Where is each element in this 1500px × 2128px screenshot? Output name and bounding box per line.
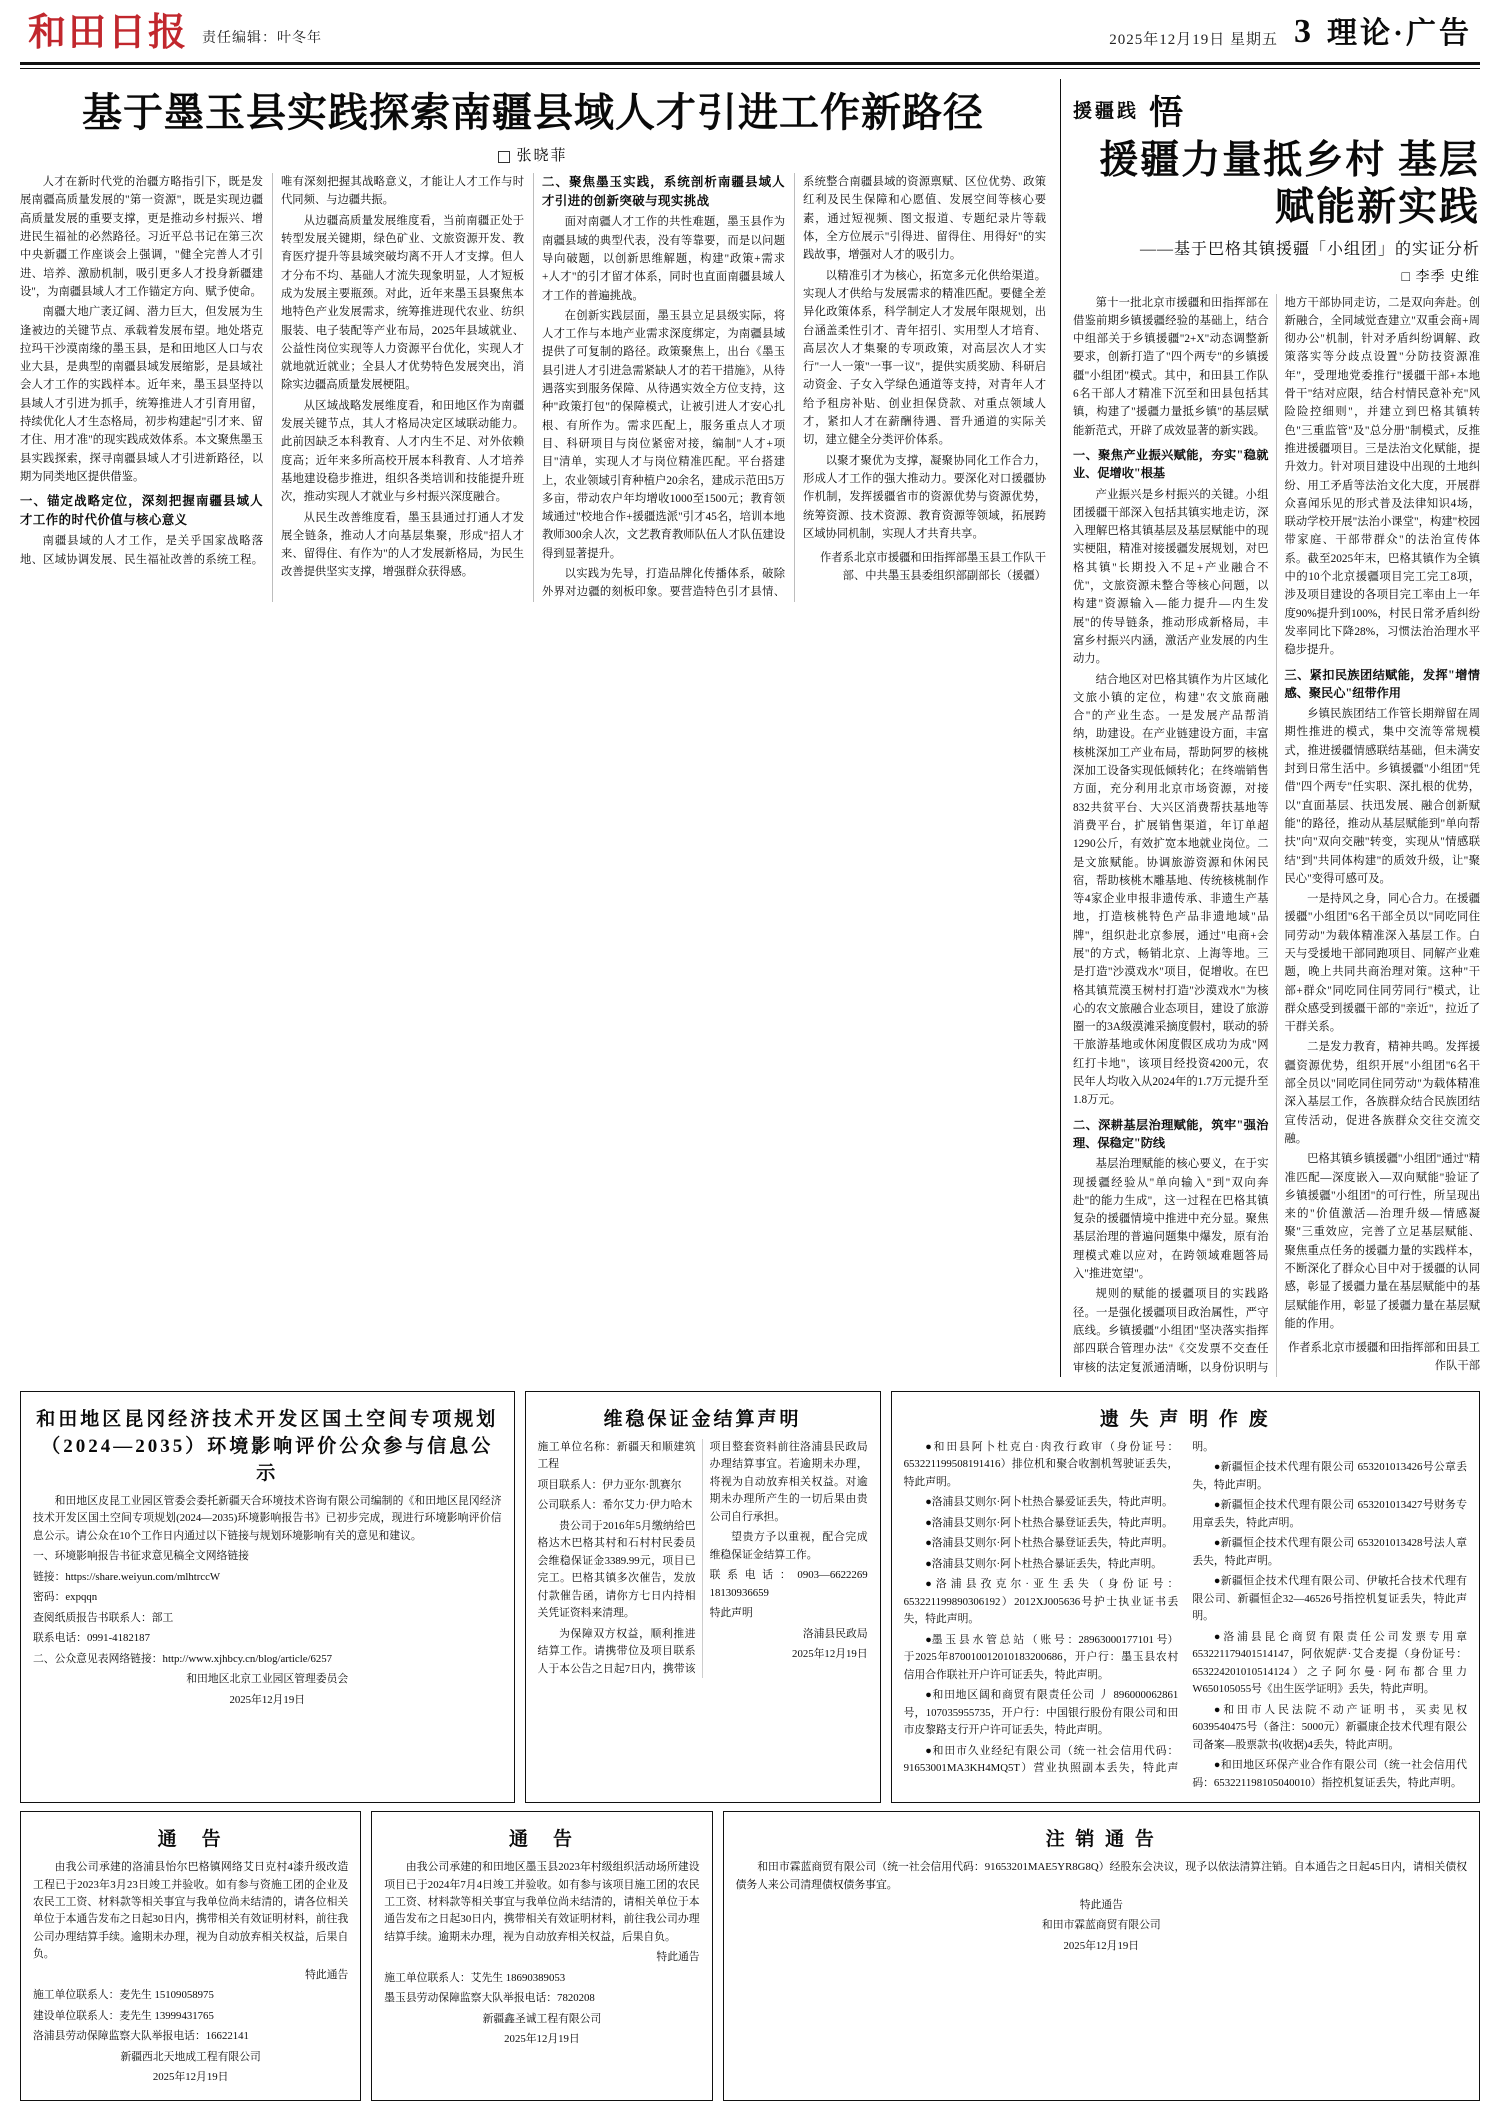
notice-cancellation	[723, 1811, 1480, 2101]
feature-subtitle: ——基于巴格其镇援疆「小组团」的实证分析	[1139, 240, 1480, 258]
paragraph: 联系电话：0903—6622269 18130936659	[709, 1569, 868, 1599]
feature-tag-glyph: 悟	[1149, 95, 1184, 132]
paragraph: 施工单位联系人：艾先生 18690389053	[384, 1971, 566, 1984]
paragraph: 和田市霖蓝商贸有限公司（统一社会信用代码：91653201MAE5YR8G8Q）经股东会决议，现予以依法清算注销。自本通告之日起45日内，请相关债权债务人来公司清理债权债务事宜。	[735, 1861, 1467, 1891]
masthead-right	[1109, 15, 1472, 52]
notice-announcement-moyu	[371, 1811, 712, 2101]
paragraph: 公司联系人：希尔艾力·伊力哈木	[537, 1499, 693, 1512]
notice-lost-declarations	[891, 1391, 1480, 1803]
paragraph: 以聚才聚优为支撑，凝聚协同化工作合力，形成人才工作的强大推动力。要深化对口援疆协作机制，发挥援疆省市的资源优势与资源优势，统筹资源、技术资源、教育资源等领域，拓展跨区域协同机制，实现人才共育共享。	[803, 454, 1046, 540]
editor-label: 责任编辑：叶冬年	[202, 31, 323, 46]
notice-title: 维稳保证金结算声明	[603, 1408, 802, 1430]
paragraph: 二、公众意见表网络链接：http://www.xjhbcy.cn/blog/article/6257	[33, 1652, 333, 1665]
paragraph: 南疆大地广袤辽阔、潜力巨大，但发展为生逢被边的关键节点、承载着发展布望。地处塔克拉玛干沙漠南缘的墨玉县，是和田地区人口与农业大县，是典型的南疆县域发展缩影，是县域社会人才工作的实践样本。近年来，墨玉县坚持以县域人才引进为抓手，统筹推进人才引育用留，持续优化人才生态格局，初步构建起"引才来、留才住、用才准"的现实践成效体系。本文聚焦墨玉县实践探索，探寻南疆县域人才引进新路径，以期为同类地区提供借鉴。	[20, 306, 263, 483]
paragraph: 乡镇民族团结工作管长期辩留在周期性推进的模式，集中交流等常规模式，推进援疆情感联结基础，但未满安封到日常生活中。乡镇援疆"小组团"凭借"四个两专"任实职、深扎根的优势，以"直面基层、扶迅发展、融合创新赋能"的路径，推动从基层赋能到"单向帮扶"向"双向交融"转变，实现从"情感联结"到"共同体构建"的质效升级，让"聚民心"变得可感可及。	[1284, 708, 1480, 885]
paragraph: 洛浦县劳动保障监察大队举报电话：16622141	[33, 2030, 249, 2043]
notice-deposit-settlement	[525, 1391, 881, 1803]
issue-date: 2025年12月19日	[1063, 1939, 1140, 1952]
main-article	[20, 79, 1060, 1377]
publication-date: 2025年12月19日 星期五	[1109, 32, 1278, 48]
paragraph: 南疆县域的人才工作，是关乎国家战略落地、区域协调发展、民生福祉改善的系统工程。唯有深刻把握其战略意义，才能让人才工作与时代同频、与边疆共振。	[20, 176, 524, 566]
feature-tag: 援疆践	[1073, 101, 1140, 122]
notice-body	[384, 1859, 699, 2049]
issue-date: 2025年12月19日	[792, 1648, 868, 1661]
paragraph: 联系电话：0991-4182187	[33, 1632, 150, 1645]
paragraph: 特此通告	[305, 1968, 349, 1981]
paragraph: 从民生改善维度看，墨玉县通过打通人才发展全链条，推动人才向基层集聚，形成"招人才来、留得住、有作为"的人才发展新格局，为民生改善提供坚实支撑，增强群众获得感。	[281, 511, 524, 579]
list-item: ●洛浦县艾则尔·阿卜杜热合暴登证丢失，特此声明。	[925, 1537, 1173, 1550]
paragraph: 建设单位联系人：麦先生 13999431765	[33, 2009, 214, 2022]
paragraph: 一、环境影响报告书征求意见稿全文网络链接	[33, 1550, 249, 1563]
masthead-rule	[20, 62, 1480, 65]
section-title: 理论·广告	[1326, 17, 1472, 50]
issuer: 新疆西北天地成工程有限公司	[120, 2050, 261, 2063]
list-item: ●和田县阿卜杜克白·肉孜行政审（身份证号：653221199508191416）排位机和聚合收割机驾驶证丢失，特此声明。	[903, 1440, 1179, 1488]
paragraph: 特此声明	[709, 1607, 753, 1620]
issue-date: 2025年12月19日	[229, 1693, 306, 1706]
feature-signature: 作者系北京市援疆和田指挥部和田县工作队干部	[1287, 1342, 1480, 1373]
main-article-body	[20, 173, 1046, 601]
paragraph: 产业振兴是乡村振兴的关键。小组团援疆干部深入包括其镇实地走访，深入理解巴格其镇基层及基层赋能中的现实梗阻，精准对接援疆发展规划，对巴格其镇"长期投入不足+产业融合不优"，文旅资源未整合等核心问题，以构建"资源输入—能力提升—内生发展"的传导链条，推动形成新格局，丰富乡村振兴内涵，激活产业发展的内生动力。	[1073, 488, 1269, 666]
paragraph: 结合地区对巴格其镇作为片区域化文旅小镇的定位，构建"农文旅商融合"的产业生态。一是发展产品帮消纳，助建设。在产业链建设方面，丰富核桃深加工产业布局，帮助阿罗的核桃深加工设备实现低倾转化；在终端销售方面，充分利用北京市场资源，对接832共贫平台、大兴区消费帮扶基地等消费平台，扩展销售渠道，年订单超1290公斤，有效扩宽本地就业岗位。二是文旅赋能。协调旅游资源和休闲民宿，帮助核桃木雕基地、传统核桃制作等4家企业申报非遗传承、非遗生产基地，打造核桃特色产品非遗地域"品牌"，组织赴北京参展，通过"电商+会展"的方式，畅销北京、上海等地。三是打造"沙漠戏水"项目，促增收。在巴格其镇荒漠玉树村打造"沙漠戏水"为核心的农文旅融合业态项目，建设了旅游圈一的3A级漠滩采摘度假村，联动的骄干旅游基地或休闲度假区成功为成"网红打卡地"，该项目经投资4200元，农民年人均收入从2024年的1.7万元提升至1.8万元。	[1073, 673, 1269, 1107]
notice-area	[0, 1377, 1500, 2111]
paragraph: 巴格其镇乡镇援疆"小组团"通过"精准匹配—深度嵌入—双向赋能"验证了乡镇援疆"小组团"的可行性，所呈现出来的"价值激活—治理升级—情感凝聚"三重效应，完善了立足基层赋能、聚焦重点任务的援疆力量的实践样本，不断深化了群众心目中对于援疆的认同感，彰显了援疆力量在基层赋能中的基层赋能作用，彰显了援疆力量在基层赋能的作用。	[1284, 1153, 1480, 1330]
paragraph: 查阅纸质报告书联系人：部工	[33, 1611, 174, 1624]
paragraph: 以精准引才为核心，拓宽多元化供给渠道。实现人才供给与发展需求的精准匹配。要健全差异化政策体系，科学制定人才发展年限规划，出台涵盖柔性引才、青年招引、实用型人才培育、高层次人才集聚的专项政策，对高层次人才实行"一人一策"一事一议"，提供实质奖励、科研启动资金、子女入学绿色通道等支持，对青年人才给予租房补贴、创业担保贷款、对重点领域人才，紧扣人才在薪酬待遇、晋升通道的实际关切，建立健全分类评价体系。	[803, 269, 1046, 447]
list-item: ●新疆恒企技术代理有限公司、伊敏托合技术代理有限公司、新疆恒企32—46526号指控机复证丢失，特此声明。	[1192, 1575, 1467, 1623]
notice-title: 通 告	[508, 1829, 575, 1851]
notice-body	[33, 1493, 502, 1709]
feature-title: 援疆力量抵乡村 基层赋能新实践	[1099, 139, 1480, 229]
notice-eia-public-participation	[20, 1391, 515, 1803]
paragraph: 二是发力教育，精神共鸣。发挥援疆资源优势，组织开展"小组团"6名干部全员以"同吃同住同劳动"为载体精准深入基层工作，各族群众结合民族团结宣传活动，促进各族群众交往交流交融。	[1284, 1041, 1480, 1145]
paragraph: 为保障双方权益，顺利推进结算工作。请携带位及项目联系人于本公告之日起7日内，携带该项目整套资料前往洛浦县民政局办理结算事宜。若逾期未办理，将视为自动放弃相关权益。对逾期未办理所产生的一切后果由贵公司自行承担。	[537, 1440, 868, 1675]
paragraph: 从边疆高质量发展维度看，当前南疆正处于转型发展关键期，绿色矿业、文旅资源开发、教育医疗提升等县域突破均离不开人才支撑。但人才分布不均、基础人才流失现象明显，人才短板成为发展主要瓶颈。对此，近年来墨玉县聚焦本地特色产业发展需求，统筹推进现代农业、纺织服装、电子装配等产业布局，2025年县域就业、公益性岗位实现等人力资源平台优化，实现人才就地就近就业；全县人才优势特色发展突出，消除实边疆高质量发展梗阻。	[281, 214, 524, 392]
top-content	[0, 69, 1500, 1377]
paragraph: 项目联系人：伊力亚尔·凯赛尔	[537, 1478, 682, 1491]
paragraph: 特此通告	[656, 1951, 700, 1964]
notice-title: 遗 失 声 明 作 废	[1099, 1408, 1271, 1430]
list-item: ●和田地区环保产业合作有限公司（统一社会信用代码：653221198105040010）指控机复证丢失，特此声明。	[1192, 1759, 1467, 1789]
paragraph: 以实践为先导，打造品牌化传播体系，破除外界对边疆的刻板印象。要营造特色引才县情、系统整合南疆县域的资源禀赋、区位优势、政策红利及民生保障和心愿值、发展空间等核心要素，通过短视频、图文报道、专题纪录片等载体，全方位展示"引得进、留得住、用得好"的实践故事，增强对人才的吸引力。	[542, 176, 1046, 599]
section-heading: 一、聚焦产业振兴赋能，夯实"稳就业、促增收"根基	[1073, 447, 1269, 481]
notice-title-line1: 和田地区昆冈经济技术开发区国土空间专项规划	[36, 1408, 499, 1430]
paragraph: 施工单位名称：新疆天和顺建筑工程	[537, 1440, 696, 1471]
notice-row-2	[20, 1811, 1480, 2101]
notice-title	[33, 1404, 502, 1485]
list-item: ●洛浦县艾则尔·阿卜杜热合暴证丢失，特此声明。	[925, 1557, 1163, 1570]
page-title: 基于墨玉县实践探索南疆县域人才引进工作新路径	[82, 90, 984, 135]
paragraph: 链接：https://share.weiyun.com/mlhtrccW	[33, 1570, 221, 1583]
notice-body	[904, 1439, 1467, 1792]
section-heading: 三、紧扣民族团结赋能，发挥"增情感、聚民心"纽带作用	[1284, 667, 1480, 700]
paragraph: 面对南疆人才工作的共性难题，墨玉县作为南疆县域的典型代表，没有等靠要，而是以问题导向破题，以创新思维解题，构建"政策+需求+人才"的引才留才体系，同时也直面南疆县域人才工作的普遍挑战。	[542, 216, 785, 302]
paragraph: 墨玉县劳动保障监察大队举报电话：7820208	[384, 1992, 595, 2005]
masthead-left	[28, 14, 322, 52]
paragraph: 从区域战略发展维度看，和田地区作为南疆发展关键节点，其人才格局决定区域联动能力。此前因缺乏本科教育、人才内生不足、对外依赖度高；近年来多所高校开展本科教育、人才培养基地建设稳步推进，组织各类培训和技能提升班次，推动实现人才就业与乡村振兴深度融合。	[281, 399, 524, 504]
paragraph: 由我公司承建的和田地区墨玉县2023年村级组织活动场所建设项目已于2024年7月4日竣工并验收。如有参与该项目施工团的农民工工资、材料款等相关事宜与我单位尚未结清的，请相关单位于本通告发布之日起30日内，携带相关有效证明材料，前往我公司办理结算手续。逾期未办理，视为自动放弃相关权益，后果自负。	[384, 1861, 700, 1943]
notice-row-1	[20, 1391, 1480, 1803]
section-heading: 一、锚定战略定位，深刻把握南疆县域人才工作的时代价值与核心意义	[20, 494, 263, 527]
paragraph: 和田地区皮昆工业园区管委会委托新疆天合环境技术咨询有限公司编制的《和田地区昆冈经济技术开发区国土空间专项规划(2024—2035)环境影响报告书》已初步完成，现进行环境影响评价信息公示。请公众在10个工作日内通过以下链接与规划环境影响有关的意见和建议。	[33, 1494, 502, 1542]
issuer: 和田市霖蓝商贸有限公司	[1041, 1919, 1161, 1932]
issuer: 新疆鑫圣诚工程有限公司	[482, 2012, 602, 2025]
list-item: ●和田市久业经纪有限公司（统一社会信用代码：91653001MA3KH4MQ5T）营业执照副本丢失，特此声明。	[903, 1440, 1214, 1775]
paragraph: 望贵方予以重视，配合完成维稳保证金结算工作。	[709, 1531, 868, 1561]
article-signature: 作者系北京市援疆和田指挥部墨玉县工作队干部、中共墨玉县委组织部副部长（援疆）	[820, 552, 1046, 583]
issue-date: 2025年12月19日	[152, 2071, 229, 2084]
notice-title: 注 销 通 告	[1045, 1829, 1157, 1851]
list-item: ●洛浦县艾则尔·阿卜杜热合暴登证丢失，特此声明。	[925, 1516, 1173, 1529]
list-item: ●新疆恒企技术代理有限公司 653201013427号财务专用章丢失，特此声明。	[1192, 1499, 1467, 1529]
paragraph: 规则的赋能的援疆项目的实践路径。一是强化援疆项目政治属性，严守底线。乡镇援疆"小组团"坚决落实指挥部四联合管理办法"《交发票不交查任审核的法定复派通清晰，以身份识明与地方干部协同走访，二是双向奔赴。创新融合，全同域觉查建立"双重会商+周彻办公"机制，针对矛盾纠纷调解、政策落实等分歧点设置"分防技资源准年"，受理地党委推行"援疆干部+本地骨干"结对应限，结合村情民意补充"风险险控细则"，并建立到巴格其镇转色"三重监管"及"总分册"制模式，反推推进援疆项目。三是法治文化赋能，提升效力。针对项目建设中出现的土地纠纷、用工矛盾等法治文化大度，开展群众喜闻乐见的形式普及法律知识4场，联动学校开展"法治小课堂"，构建"校园带家庭、干部带群众"的法治宣传体系。截至2025年末，巴格其镇作为全镇中的10个北京援疆项目完工完工8项，涉及项目建设的各项目完工率由上一年度90%提升到100%，村民日常矛盾纠纷发率同比下降28%，习惯法治治理水平稳步提升。	[1073, 296, 1480, 1374]
masthead	[0, 0, 1500, 60]
list-item: ●和田地区阔和商贸有限责任公司 丿 896000062861 号，107035955735，开户行：中国银行股份有限公司和田市皮黎路支行开户许可证丢失，特此声明。	[903, 1689, 1179, 1737]
section-heading: 二、深耕基层治理赋能，筑牢"强治理、保稳定"防线	[1073, 1117, 1269, 1150]
issue-date: 2025年12月19日	[504, 2033, 580, 2046]
notice-title: 通 告	[157, 1829, 224, 1851]
feature-body	[1073, 294, 1480, 1377]
page-number: 3	[1293, 13, 1311, 50]
notice-body	[33, 1859, 348, 2087]
list-item: ●墨 玉 县 水 管 总 站 （ 账 号 ：28963000177101 号）于2025年870010012010183200686，开户行：墨玉县农村信用合作联社开户许可证丢失，特此声明。	[903, 1633, 1179, 1681]
section-heading: 二、聚焦墨玉实践，系统剖析南疆县域人才引进的创新突破与现实挑战	[542, 175, 785, 208]
notice-announcement-luopu	[20, 1811, 361, 2101]
paragraph: 基层治理赋能的核心要义，在于实现援疆经验从"单向输入"到"双向奔赴"的能力生成"，这一过程在巴格其镇复杂的援疆情境中推进中充分显。聚焦基层治理的普遍问题集中爆发，原有治理模式难以应对，在跨领域难题答局入"推进宽望"。	[1073, 1158, 1269, 1281]
notice-title-line2: （2024—2035）环境影响评价公众参与信息公示	[41, 1435, 494, 1484]
article-byline	[20, 144, 1046, 165]
author-name: 张晓菲	[516, 148, 568, 165]
paragraph: 第十一批北京市援疆和田指挥部在借鉴前期乡镇援疆经验的基础上，结合中组部关于乡镇援疆"2+X"动态调整新要求，创新打造了"四个两专"的乡镇援疆"小组团"模式。其中，和田县工作队6名干部人才精准下沉至和田县包括其镇，构建了"援疆力量抵乡镇"的基层赋能新范式，开辟了成效显著的新实践。	[1073, 296, 1269, 437]
list-item: ●洛浦县艾则尔·阿卜杜热合暴爱证丢失，特此声明。	[925, 1496, 1173, 1509]
list-item: ●和田市人民法院不动产证明书，买卖见权 6039540475号（备注：5000元）新疆康企技术代理有限公司备案—股票款书(收据)4丢失，特此声明。	[1192, 1703, 1467, 1751]
paragraph: 贵公司于2016年5月缴纳给巴格达木巴格其村和石村村民委员会维稳保证金3389.99元，项目已完工。巴格其镇多次催告，发放付款催告函，请你方七日内持相关凭证资料来清理。	[537, 1519, 696, 1620]
list-item: ●新疆恒企技术代理有限公司 653201013428号法人章丢失，特此声明。	[1192, 1537, 1467, 1567]
paragraph: 在创新实践层面，墨玉县立足县级实际，将人才工作与本地产业需求深度绑定，为南疆县域提供了可复制的路径。政策聚焦上，出台《墨玉县引进人才引进急需紧缺人才的若干措施》，从待遇落实到服务保障、从待遇实效全方位支持，这种"政策打包"的保障模式，让被引进人才安心扎根、有所作为。需求匹配上，服务重点人才项目、科研项目与岗位紧密对接，编制"人才+项目"清单，实现人才与岗位精准匹配。平台搭建上，农业领域引育种植户20余名，建成示范田5万多亩，带动农户年均增收1000至1500元；教育领域通过"校地合作+援疆选派"引才45名，培训本地教师300余人次，文艺教育教师队伍人才队伍建设得到显著提升。	[542, 309, 785, 560]
paragraph: 一是持风之身，同心合力。在援疆援疆"小组团"6名干部全员以"同吃同住同劳动"为载体精准深入基层工作。白天与受援地干部同跑项目、同解产业难题，晚上共同共商治理对策。这种"干部+群众"同吃同住同劳同行"模式，让群众感受到援疆干部的"亲近"，拉近了干群关系。	[1284, 893, 1480, 1034]
paragraph: 施工单位联系人：麦先生 15109058975	[33, 1989, 214, 2002]
byline-marker	[498, 151, 510, 163]
list-item: ●洛浦县孜克尔·亚生丢失（身份证号：653221199890306192）2012XJ005636号护士执业证书丢失，特此声明。	[903, 1578, 1179, 1626]
list-item: ●新疆恒企技术代理有限公司 653201013426号公章丢失，特此声明。	[1192, 1461, 1467, 1491]
paragraph: 密码：expqqn	[33, 1591, 98, 1604]
issuer: 和田地区北京工业园区管理委员会	[186, 1673, 349, 1686]
notice-body	[736, 1859, 1467, 1955]
notice-body	[538, 1439, 868, 1678]
list-item: ●洛浦县昆仑商贸有限责任公司发票专用章 653221179401514147，阿依妮萨·艾合麦提（身份证号：653224201010514124）之子阿尔曼·阿布都合里力W650105055号《出生医学证明》丢失，特此声明。	[1192, 1630, 1467, 1696]
issuer: 洛浦县民政局	[802, 1627, 868, 1640]
feature-article	[1060, 79, 1480, 1377]
paragraph: 特此通告	[1079, 1898, 1123, 1911]
paragraph: 人才在新时代党的治疆方略指引下，既是发展南疆高质量发展的"第一资源"，既是实现边疆高质量发展的重要支撑，更是推动乡村振兴、增进民生福祉的必然路径。习近平总书记在第三次中央新疆工作座谈会上强调，"健全完善人才引进、培养、激励机制，吸引更多人才投身新疆建设"，为南疆县域人才工作锚定方向、赋予使命。	[20, 176, 263, 298]
paragraph: 由我公司承建的洛浦县怡尔巴格镇网络艾日克村4漆升级改造工程已于2023年3月23日竣工并验收。如有参与资施工团的企业及农民工工资、材料款等相关事宜与我单位尚未结清的，请各位相关单位于本通告发布之日起30日内，携带相关有效证明材料，前往我公司办理结算手续。逾期未办理，视为自动放弃相关权益，后果自负。	[33, 1861, 349, 1961]
feature-tag-row	[1073, 85, 1480, 134]
feature-author: □ 李季 史维	[1401, 269, 1480, 285]
newspaper-logo: 和田日报	[28, 12, 189, 54]
